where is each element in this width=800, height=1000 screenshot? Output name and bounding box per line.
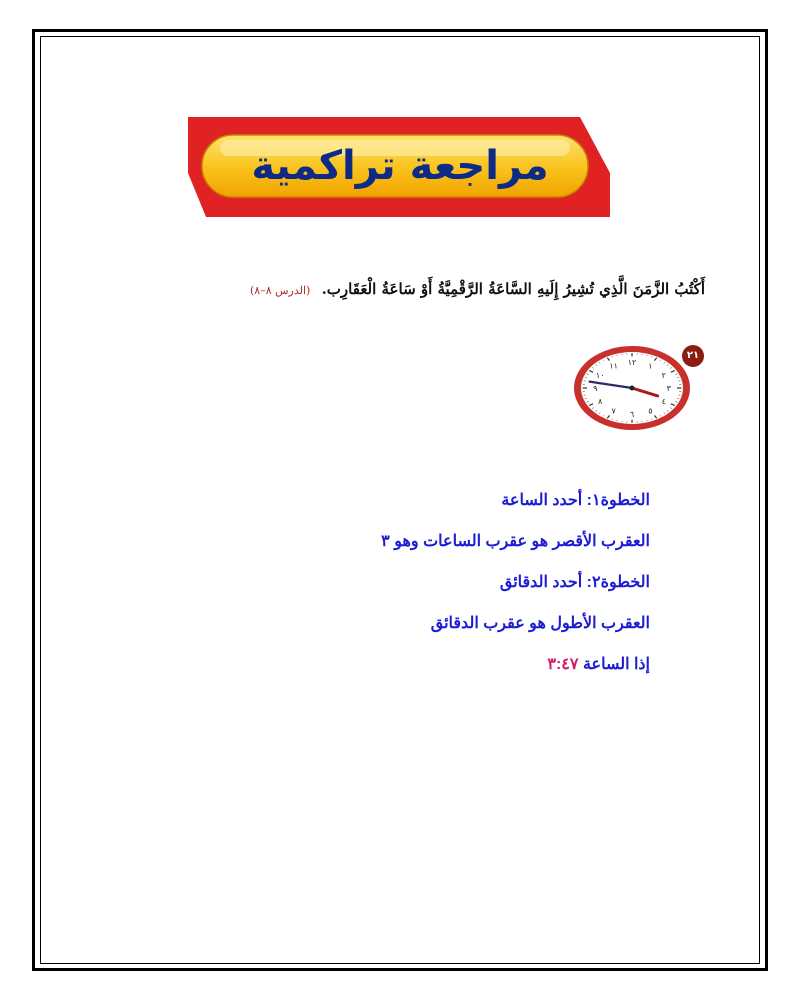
clock-numeral: ٦ xyxy=(629,409,635,419)
clock-numeral: ٢ xyxy=(661,371,666,381)
answer-line xyxy=(150,644,650,685)
clock-numeral: ٣ xyxy=(666,384,671,393)
clock-numeral: ١ xyxy=(648,361,653,371)
clock-numeral: ٤ xyxy=(661,396,666,406)
solution-step: العقرب الأقصر هو عقرب الساعات وهو ٣ xyxy=(381,533,650,550)
instruction-text: أَكْتُبُ الزَّمَنَ الَّذِي تُشِيرُ إِلَيهِ السَّاعَةُ الرَّقْمِيَّةُ أَوْ سَاعَةُ الْعَقَارِب. xyxy=(321,280,705,298)
solution-step: العقرب الأطول هو عقرب الدقائق xyxy=(430,615,650,632)
clock-numeral: ٩ xyxy=(593,384,598,393)
analog-clock xyxy=(570,343,694,433)
lesson-reference: (الدرس ٨–٨) xyxy=(249,284,311,297)
title-banner xyxy=(180,113,610,223)
instruction-line xyxy=(105,280,705,298)
clock-center xyxy=(630,386,635,391)
solution-steps xyxy=(150,480,650,685)
exercise-number-badge: ٢١ xyxy=(682,345,704,367)
clock-numeral: ١٠ xyxy=(595,371,605,381)
page-title: مراجعة تراكمية xyxy=(251,143,549,189)
answer-value: ٣:٤٧ xyxy=(547,656,579,673)
clock-numeral: ٨ xyxy=(598,396,603,406)
clock-numeral: ١٢ xyxy=(627,358,637,368)
clock-numeral: ١١ xyxy=(609,361,618,371)
clock-numeral: ٥ xyxy=(648,406,653,416)
answer-label: إذا الساعة xyxy=(582,656,650,673)
solution-step: الخطوة٢: أحدد الدقائق xyxy=(499,574,650,591)
clock-numeral: ٧ xyxy=(611,406,616,416)
solution-step: الخطوة١: أحدد الساعة xyxy=(501,492,650,509)
